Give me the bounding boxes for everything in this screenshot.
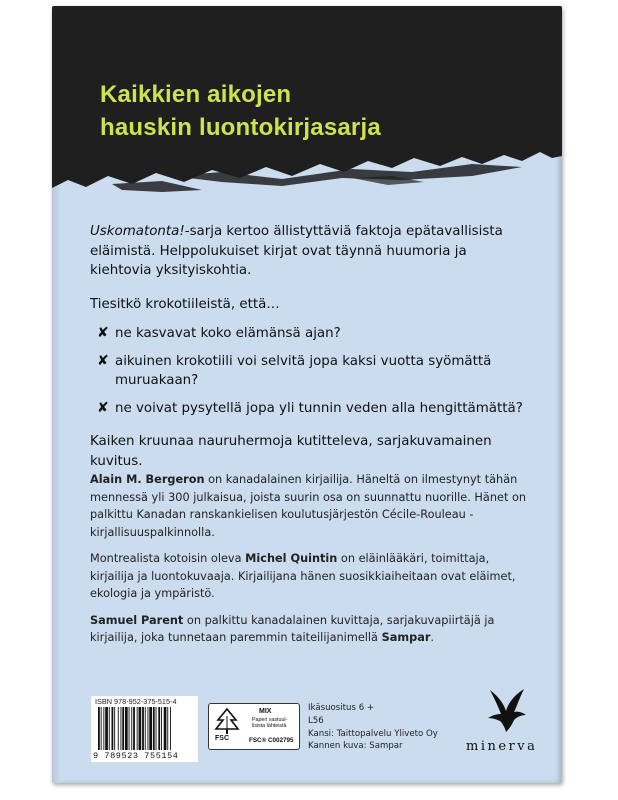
- barcode-bar: [170, 707, 171, 750]
- headline-line-2: hauskin luontokirjasarja: [100, 114, 381, 141]
- blurb: [90, 222, 530, 471]
- author-bios: [90, 471, 535, 656]
- barcode-digits: 9 789523 755154: [93, 751, 179, 761]
- barcode-bar: [139, 707, 142, 750]
- barcode-bar: [153, 707, 155, 750]
- barcode-bar: [109, 707, 110, 750]
- cross-mark-icon: ✘: [97, 352, 109, 369]
- barcode-bar: [149, 707, 152, 750]
- closing-text: Kaiken kruunaa nauruhermoja kutitteleva, sarjakuvamainen kuvitus.: [90, 434, 492, 469]
- barcode-bar: [121, 707, 122, 750]
- bio-paragraph: [90, 471, 535, 541]
- fsc-tree-icon: [212, 707, 242, 735]
- barcode-bar: [167, 707, 168, 750]
- barcode-bar: [98, 707, 100, 750]
- list-item: [90, 352, 530, 391]
- series-name: Uskomatonta!: [90, 224, 185, 239]
- barcode-bar: [105, 707, 108, 750]
- barcode-bar: [137, 707, 138, 750]
- fsc-brand: FSC: [215, 735, 229, 742]
- barcode-bar: [129, 707, 130, 750]
- fsc-paper-line: Paperi vastuul-: [252, 717, 288, 723]
- fsc-paper-text: [252, 717, 297, 729]
- barcode-bar: [118, 707, 119, 750]
- credit-line: Ikäsuositus 6 +: [308, 703, 375, 713]
- author-name: Alain M. Bergeron: [90, 473, 205, 486]
- barcode-bar: [145, 707, 146, 750]
- fact-list: [90, 324, 530, 418]
- barcode-bar: [125, 707, 128, 750]
- list-item: [90, 324, 530, 344]
- publisher-logo: minerva: [466, 739, 538, 754]
- fsc-code: FSC® C002795: [249, 737, 294, 744]
- bio-paragraph: [90, 612, 535, 647]
- isbn-label: ISBN 978-952-375-515-4: [95, 697, 177, 706]
- bio-paragraph: [90, 550, 535, 603]
- barcode-bar: [131, 707, 132, 750]
- barcode: [97, 707, 192, 750]
- fact-text: ne kasvavat koko elämänsä ajan?: [115, 326, 341, 341]
- barcode-box: [91, 696, 198, 762]
- fsc-paper-line: lisista lähteistä: [252, 723, 287, 730]
- list-item: [90, 399, 530, 419]
- fsc-label: [208, 703, 300, 750]
- barcode-bar: [133, 707, 135, 750]
- bio-text: .: [430, 631, 434, 644]
- cross-mark-icon: ✘: [97, 399, 109, 416]
- fact-text: aikuinen krokotiili voi selvitä jopa kaksi vuotta syömättä muruakaan?: [115, 353, 492, 388]
- book-back-cover: [52, 6, 562, 783]
- barcode-bar: [164, 707, 167, 750]
- credit-line: L56: [308, 715, 324, 726]
- fact-text: ne voivat pysytellä jopa yli tunnin veden alla hengittämättä?: [115, 400, 523, 416]
- artist-name: Sampar: [381, 631, 431, 644]
- credit-line: Kansi: Taittopalvelu Yliveto Oy: [308, 728, 438, 739]
- question: Tiesitkö krokotiileistä, että…: [90, 296, 280, 312]
- fsc-mix: MIX: [259, 708, 272, 715]
- barcode-bar: [112, 707, 114, 750]
- barcode-bar: [122, 707, 124, 750]
- author-name: Michel Quintin: [245, 552, 338, 565]
- headline-line-1: Kaikkien aikojen: [100, 81, 292, 108]
- barcode-bar: [101, 707, 102, 750]
- barcode-bar: [161, 707, 162, 750]
- headline: [100, 78, 381, 144]
- credit-line: Kannen kuva: Sampar: [308, 741, 403, 752]
- barcode-bar: [142, 707, 144, 750]
- barcode-bar: [103, 707, 104, 750]
- intro-text: -sarja kertoo ällistyttäviä faktoja epätavallisista eläimistä. Helppolukuiset kirjat ovat täynnä huumoria ja kiehtovia yksityiskohtia.: [90, 224, 503, 278]
- cross-mark-icon: ✘: [97, 325, 109, 341]
- bio-text: on eläinlääkäri, toimittaja, kirjailija ja luontokuvaaja. Kirjailijana hänen suosikkiaiheitaan ovat eläimet, ekologia ja ympäristö.: [90, 552, 516, 600]
- barcode-bar: [158, 707, 160, 750]
- illustrator-name: Samuel Parent: [90, 613, 184, 627]
- barcode-bar: [148, 707, 149, 750]
- bird-logo-icon: [484, 684, 532, 734]
- credits: [308, 702, 438, 753]
- barcode-bar: [114, 707, 115, 750]
- barcode-bar: [156, 707, 157, 750]
- bio-text: on kanadalainen kirjailija. Häneltä on ilmestynyt tähän mennessä yli 300 julkaisua, joista suurin osa on suunnattu nuorille. Hänet on palkittu Kanadan ranskankielisen koulutusjärjestön Cécile-Rouleau -kirjallisuuspalkinnolla.: [90, 473, 527, 539]
- intro-paragraph: [90, 222, 530, 281]
- bio-text: on palkittu kanadalainen kuvittaja, sarjakuvapiirtäjä ja kirjailija, joka tunnetaan paremmin taiteilijanimellä: [90, 613, 495, 644]
- bio-text: Montrealista kotoisin oleva: [90, 552, 246, 565]
